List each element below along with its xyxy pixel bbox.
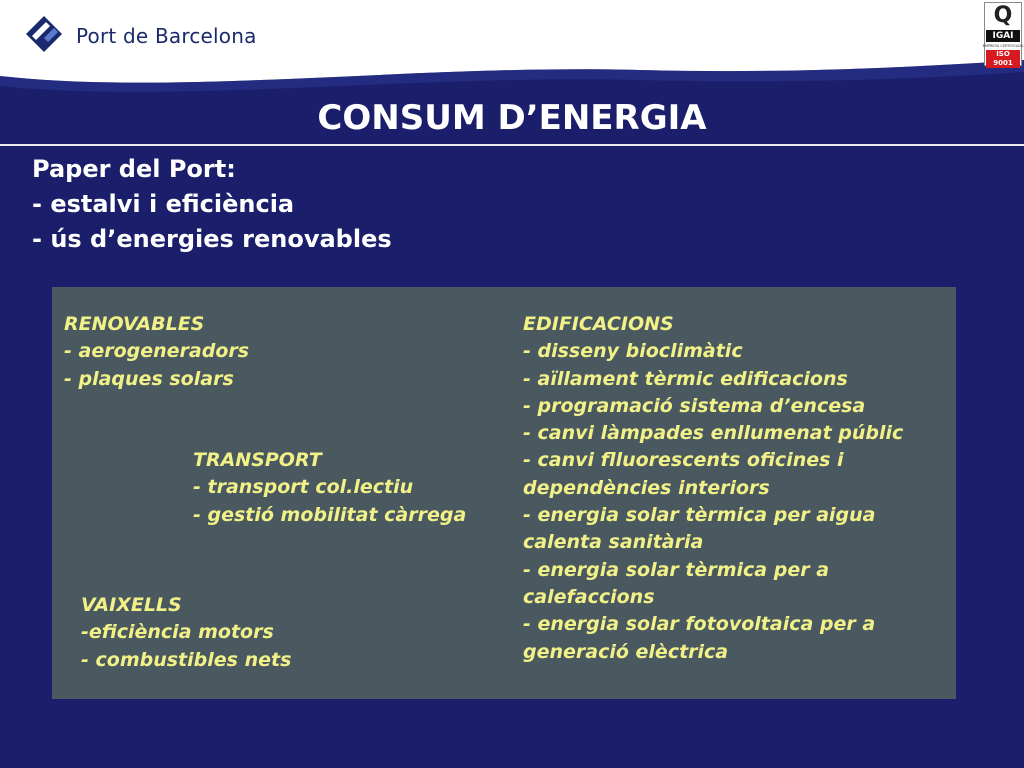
renovables-item: - aerogeneradors	[64, 340, 250, 363]
renovables-item: - plaques solars	[64, 367, 234, 390]
edificacions-line: - energia solar fotovoltaica per a	[523, 613, 876, 636]
edificacions-line: calenta sanitària	[523, 531, 704, 554]
edificacions-line: - canvi làmpades enllumenat públic	[523, 422, 904, 445]
edificacions-line: - energia solar tèrmica per aigua	[523, 504, 876, 527]
measures-panel	[52, 287, 956, 699]
renovables-block	[64, 311, 249, 393]
certification-caption: EMPRESA CERTIFICADA	[982, 44, 1024, 48]
brand	[24, 14, 257, 58]
brand-name: Port de Barcelona	[76, 24, 257, 48]
renovables-heading: RENOVABLES	[64, 313, 205, 335]
slide-title: CONSUM D’ENERGIA	[317, 98, 707, 138]
transport-item: - gestió mobilitat càrrega	[193, 503, 467, 526]
certification-brand: IGAI	[986, 30, 1020, 42]
edificacions-line: calefaccions	[523, 585, 655, 608]
transport-block	[193, 447, 466, 529]
edificacions-line: generació elèctrica	[523, 640, 729, 663]
vaixells-heading: VAIXELLS	[81, 594, 182, 616]
intro-line: - estalvi i eficiència	[32, 190, 295, 218]
vaixells-block	[81, 592, 291, 674]
edificacions-line: - canvi flluorescents oficines i	[523, 449, 844, 472]
title-divider	[0, 144, 1024, 146]
intro-line: - ús d’energies renovables	[32, 225, 392, 253]
transport-heading: TRANSPORT	[193, 449, 322, 471]
certification-standard: ISO 9001	[986, 50, 1020, 68]
certification-mark: Q	[993, 3, 1013, 28]
intro-line: Paper del Port:	[32, 155, 236, 183]
edificacions-line: - programació sistema d’encesa	[523, 394, 866, 417]
iso-certification-badge-icon	[984, 2, 1022, 66]
vaixells-item: -eficiència motors	[81, 621, 274, 644]
edificacions-line: - disseny bioclimàtic	[523, 340, 743, 363]
edificacions-line: dependències interiors	[523, 476, 770, 499]
edificacions-heading: EDIFICACIONS	[523, 313, 674, 335]
port-de-barcelona-logo-icon	[24, 14, 64, 58]
edificacions-line: - energia solar tèrmica per a	[523, 558, 830, 581]
intro-text	[32, 152, 392, 257]
edificacions-line: - aïllament tèrmic edificacions	[523, 367, 848, 390]
transport-item: - transport col.lectiu	[193, 476, 414, 499]
edificacions-block	[523, 311, 903, 666]
vaixells-item: - combustibles nets	[81, 648, 292, 671]
